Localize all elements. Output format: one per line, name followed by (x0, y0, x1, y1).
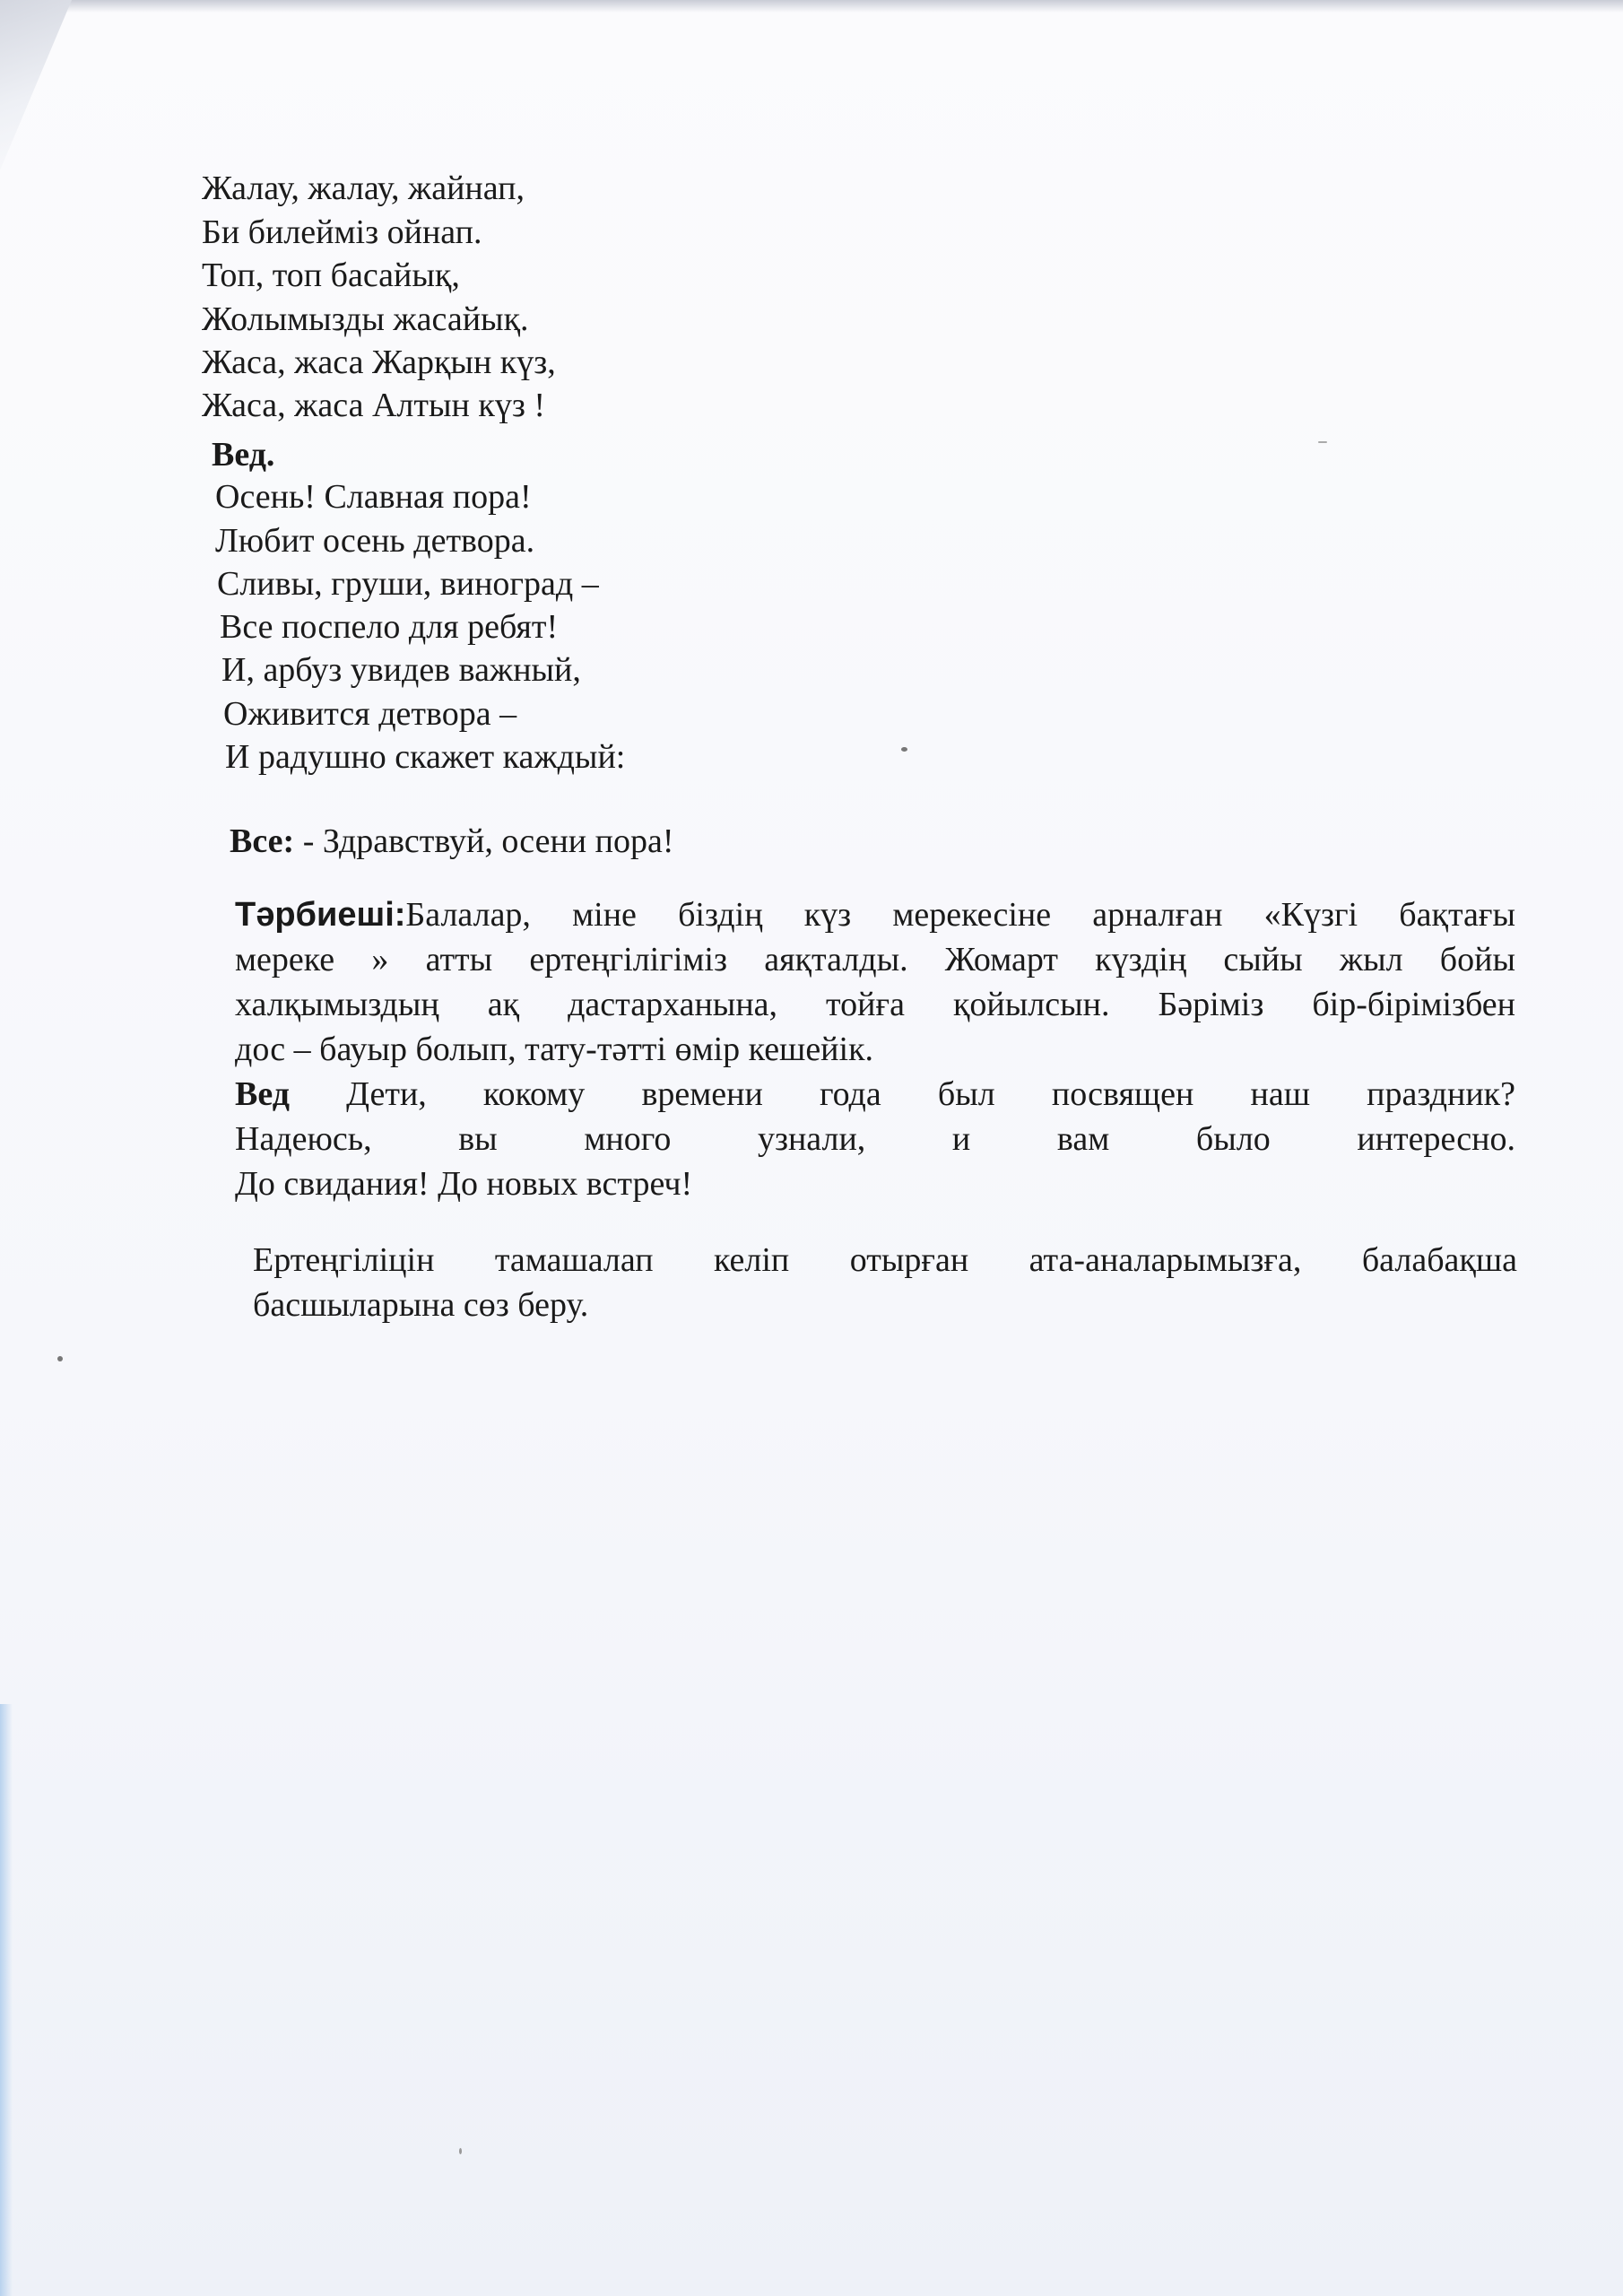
scan-left-shadow (0, 1704, 13, 2296)
scan-speck (459, 2148, 462, 2154)
speaker-label-ved-closing: Вед (235, 1075, 290, 1113)
speaker-label-ved: Вед. (212, 436, 275, 474)
poem-line: Топ, топ басайық, (202, 257, 460, 294)
ved-closing-line: До свидания! До новых встреч! (235, 1165, 693, 1203)
ved-poem-line: Все поспело для ребят! (220, 608, 559, 646)
closing-paragraph (253, 1238, 1517, 1327)
ved-poem-line: Сливы, груши, виноград – (217, 565, 599, 603)
ved-poem-line: И, арбуз увидев важный, (221, 651, 581, 689)
scan-speck (57, 1356, 63, 1361)
speaker-label-teacher: Тәрбиеші: (235, 896, 406, 934)
ved-poem-line: Осень! Славная пора! (215, 478, 532, 516)
scan-top-edge (0, 0, 1623, 13)
ved-poem-line: И радушно скажет каждый: (225, 738, 626, 776)
ved-poem-line: Любит осень детвора. (215, 522, 535, 560)
teacher-line: халқымыздың ақ дастарханына, тойға қойылсын. Бәріміз бір-бірімізбен (235, 986, 1515, 1023)
teacher-line: дос – бауыр болып, тату-тәтті өмір кешейік. (235, 1031, 874, 1068)
ved-closing-line: Надеюсь, вы много узнали, и вам было интересно. (235, 1120, 1515, 1158)
all-reply-text: - Здравствуй, осени пора! (294, 822, 674, 860)
poem-line: Жолымызды жасайық. (202, 300, 529, 338)
ved-closing-line: Вед Дети, кокому времени года был посвящен наш праздник? (235, 1075, 1515, 1113)
speaker-label-all: Все: (230, 822, 295, 860)
poem-line: Жаса, жаса Алтын күз ! (202, 387, 545, 424)
poem-line: Жаса, жаса Жарқын күз, (202, 344, 556, 381)
poem-line: Би билейміз ойнап. (202, 213, 482, 251)
folded-corner (0, 0, 72, 170)
scan-speck (901, 747, 907, 752)
teacher-line: Тәрбиеші:Балалар, міне біздің күз мерекесіне арналған «Күзгі бақтағы (235, 896, 1515, 934)
closing-line: басшыларына сөз беру. (253, 1286, 589, 1324)
all-reply-line (230, 822, 674, 863)
teacher-paragraph (235, 892, 1515, 1072)
ved-poem-line: Оживится детвора – (223, 695, 517, 733)
scan-speck (1318, 441, 1327, 443)
poem-line: Жалау, жалау, жайнап, (202, 170, 525, 207)
teacher-line: мереке » атты ертеңгілігіміз аяқталды. Жомарт күздің сыйы жыл бойы (235, 941, 1515, 978)
ved-closing-paragraph (235, 1072, 1515, 1206)
closing-line: Ертеңгіліцін тамашалап келіп отырған ата-аналарымызға, балабақша (253, 1241, 1517, 1279)
